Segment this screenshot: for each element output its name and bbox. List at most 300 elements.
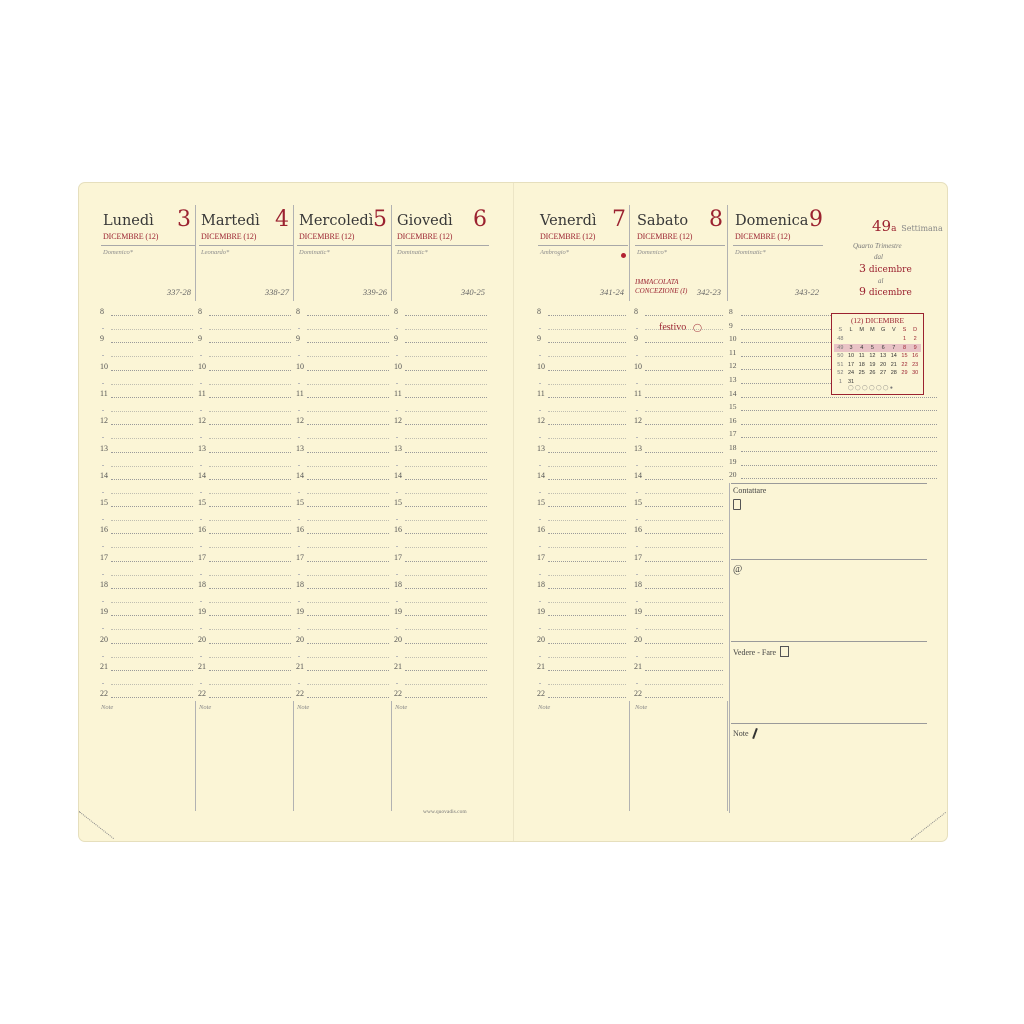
hour-line[interactable] [209, 506, 291, 507]
half-hour-line[interactable] [645, 520, 723, 521]
hour-label: 12 [537, 416, 545, 426]
half-hour-tick [396, 683, 398, 684]
hour-line[interactable] [405, 615, 487, 616]
hour-line[interactable] [111, 615, 193, 616]
hour-line[interactable] [111, 452, 193, 453]
half-hour-line[interactable] [405, 575, 487, 576]
hour-label: 16 [634, 525, 642, 535]
mini-calendar-cell: 4 [860, 344, 864, 351]
half-hour-line[interactable] [209, 575, 291, 576]
hour-line[interactable] [111, 479, 193, 480]
hour-line[interactable] [209, 397, 291, 398]
hour-label: 12 [100, 416, 108, 426]
hour-label: 20 [634, 634, 642, 644]
half-hour-line[interactable] [209, 684, 291, 685]
day-saint: Dominatic* [735, 249, 766, 256]
half-hour-line[interactable] [307, 547, 389, 548]
hour-label: 21 [100, 661, 108, 671]
mini-calendar-row [835, 344, 921, 352]
week-label: Settimana [901, 224, 943, 233]
hour-label: 9 [729, 320, 733, 330]
half-hour-line[interactable] [209, 547, 291, 548]
hour-line[interactable] [741, 383, 833, 384]
day-month: DICEMBRE (12) [637, 232, 693, 241]
half-hour-line[interactable] [111, 629, 193, 630]
half-hour-tick [396, 519, 398, 520]
half-hour-tick [298, 355, 300, 356]
hour-line[interactable] [209, 370, 291, 371]
hour-line[interactable] [741, 315, 833, 316]
hour-line[interactable] [209, 452, 291, 453]
half-hour-tick [396, 437, 398, 438]
hour-line[interactable] [741, 356, 833, 357]
half-hour-line[interactable] [645, 493, 723, 494]
mini-calendar-cell: 24 [847, 370, 855, 377]
half-hour-line[interactable] [111, 575, 193, 576]
hour-line[interactable] [405, 697, 487, 698]
hour-line[interactable] [645, 670, 723, 671]
hour-label: 15 [198, 498, 206, 508]
mini-calendar-cell [888, 335, 899, 343]
half-hour-line[interactable] [548, 466, 626, 467]
half-hour-line[interactable] [548, 547, 626, 548]
half-hour-tick [636, 492, 638, 493]
half-hour-line[interactable] [645, 602, 723, 603]
hour-line[interactable] [405, 643, 487, 644]
hour-line[interactable] [645, 315, 723, 316]
hour-line[interactable] [111, 424, 193, 425]
hour-line[interactable] [307, 479, 389, 480]
hour-line[interactable] [645, 561, 723, 562]
hour-line[interactable] [111, 533, 193, 534]
half-hour-tick [636, 628, 638, 629]
hour-label: 20 [537, 634, 545, 644]
hour-line[interactable] [405, 588, 487, 589]
half-hour-line[interactable] [548, 329, 626, 330]
day-column-separator [293, 205, 294, 301]
mini-calendar-cell: 2 [913, 336, 917, 342]
half-hour-line[interactable] [405, 356, 487, 357]
moon-phases-label: ◯ ◯ ◯ ◯ ◯ ◯ ● [848, 385, 893, 391]
hour-line[interactable] [548, 424, 626, 425]
hour-label: 13 [394, 443, 402, 453]
hour-line[interactable] [307, 697, 389, 698]
hour-line[interactable] [307, 643, 389, 644]
week-to-month: dicembre [868, 288, 912, 298]
half-hour-line[interactable] [307, 602, 389, 603]
half-hour-line[interactable] [645, 329, 723, 330]
day-name: Domenica [735, 213, 809, 229]
half-hour-line[interactable] [645, 684, 723, 685]
half-hour-line[interactable] [111, 684, 193, 685]
half-hour-line[interactable] [307, 466, 389, 467]
day-month: DICEMBRE (12) [103, 232, 159, 241]
half-hour-line[interactable] [307, 629, 389, 630]
mini-calendar-cell: 25 [858, 370, 865, 377]
hour-label: 22 [296, 689, 304, 699]
hour-label: 12 [296, 416, 304, 426]
half-hour-line[interactable] [548, 438, 626, 439]
half-hour-line[interactable] [645, 629, 723, 630]
day-of-year: 343-22 [794, 287, 819, 297]
hour-line[interactable] [209, 643, 291, 644]
half-hour-line[interactable] [548, 602, 626, 603]
half-hour-tick [200, 328, 202, 329]
hour-label: 15 [729, 402, 737, 412]
hour-line[interactable] [548, 342, 626, 343]
day-of-year: 337-28 [166, 287, 191, 297]
half-hour-line[interactable] [405, 547, 487, 548]
half-hour-tick [102, 628, 104, 629]
mini-calendar-cell: V [891, 327, 896, 333]
hour-label: 8 [100, 307, 104, 316]
half-hour-tick [200, 437, 202, 438]
hour-line[interactable] [209, 424, 291, 425]
hour-line[interactable] [307, 315, 389, 316]
hour-line[interactable] [645, 697, 723, 698]
mini-calendar-cell: 10 [847, 353, 855, 360]
hour-label: 11 [198, 388, 206, 398]
hour-label: 15 [634, 498, 642, 508]
hour-line[interactable] [741, 437, 937, 438]
half-hour-line[interactable] [405, 657, 487, 658]
mini-calendar-title: (12) DICEMBRE [850, 316, 905, 325]
hour-label: 13 [198, 443, 206, 453]
half-hour-line[interactable] [405, 684, 487, 685]
half-hour-line[interactable] [405, 466, 487, 467]
section-rule [731, 559, 927, 560]
half-hour-line[interactable] [111, 493, 193, 494]
mini-calendar-cell: L [849, 327, 853, 333]
hour-line[interactable] [645, 424, 723, 425]
half-hour-tick [200, 410, 202, 411]
hour-label: 14 [100, 470, 108, 480]
hour-line[interactable] [741, 342, 833, 343]
half-hour-line[interactable] [209, 629, 291, 630]
hour-line[interactable] [548, 370, 626, 371]
hour-line[interactable] [405, 370, 487, 371]
hour-line[interactable] [741, 451, 937, 452]
half-hour-line[interactable] [209, 384, 291, 385]
hour-label: 18 [394, 580, 402, 589]
mini-calendar-row [835, 369, 921, 377]
hour-label: 16 [729, 415, 737, 425]
corner-right [911, 812, 946, 840]
half-hour-line[interactable] [111, 438, 193, 439]
section-rule [731, 483, 927, 484]
hour-line[interactable] [548, 452, 626, 453]
hour-line[interactable] [548, 615, 626, 616]
hour-line[interactable] [209, 561, 291, 562]
half-hour-line[interactable] [209, 520, 291, 521]
day-number: 3 [177, 207, 191, 232]
hour-line[interactable] [405, 424, 487, 425]
notes-separator [195, 701, 196, 811]
hour-label: 11 [729, 347, 737, 357]
half-hour-line[interactable] [548, 493, 626, 494]
hour-line[interactable] [741, 410, 937, 411]
hour-line[interactable] [209, 315, 291, 316]
hour-line[interactable] [209, 670, 291, 671]
hour-line[interactable] [111, 588, 193, 589]
day-column-separator [727, 205, 728, 301]
hour-line[interactable] [307, 506, 389, 507]
hour-line[interactable] [209, 588, 291, 589]
mini-calendar-cell: 51 [837, 361, 844, 368]
hour-label: 20 [198, 634, 206, 644]
half-hour-tick [396, 492, 398, 493]
hour-line[interactable] [307, 670, 389, 671]
page-gutter [513, 183, 514, 841]
half-hour-line[interactable] [645, 438, 723, 439]
day-number: 8 [709, 207, 723, 232]
notes-separator [629, 701, 630, 811]
mini-calendar-cell: 9 [913, 344, 917, 351]
half-hour-line[interactable] [645, 547, 723, 548]
mini-calendar-cell: 1 [838, 379, 842, 385]
mini-calendar-cell: 48 [837, 336, 844, 342]
hour-line[interactable] [645, 452, 723, 453]
half-hour-line[interactable] [548, 684, 626, 685]
half-hour-line[interactable] [548, 520, 626, 521]
half-hour-line[interactable] [111, 356, 193, 357]
half-hour-line[interactable] [548, 356, 626, 357]
half-hour-line[interactable] [111, 329, 193, 330]
week-to-label: al [878, 277, 884, 285]
hour-line[interactable] [111, 506, 193, 507]
hour-line[interactable] [645, 533, 723, 534]
hour-line[interactable] [307, 452, 389, 453]
hour-label: 17 [537, 552, 545, 562]
hour-label: 22 [198, 689, 206, 699]
hour-line[interactable] [111, 561, 193, 562]
hour-line[interactable] [209, 697, 291, 698]
half-hour-line[interactable] [405, 384, 487, 385]
hour-line[interactable] [741, 369, 833, 370]
hour-line[interactable] [307, 533, 389, 534]
half-hour-line[interactable] [307, 684, 389, 685]
hour-line[interactable] [645, 506, 723, 507]
hour-label: 19 [537, 607, 545, 617]
hour-line[interactable] [548, 697, 626, 698]
hour-line[interactable] [307, 397, 389, 398]
hour-line[interactable] [741, 329, 833, 330]
half-hour-line[interactable] [548, 657, 626, 658]
day-header-rule [297, 245, 391, 246]
hour-label: 16 [296, 525, 304, 535]
half-hour-line[interactable] [548, 575, 626, 576]
hour-line[interactable] [548, 670, 626, 671]
half-hour-line[interactable] [111, 384, 193, 385]
hour-line[interactable] [209, 615, 291, 616]
hour-label: 16 [100, 525, 108, 535]
half-hour-line[interactable] [405, 493, 487, 494]
hour-line[interactable] [307, 615, 389, 616]
hour-line[interactable] [741, 424, 937, 425]
hour-line[interactable] [111, 670, 193, 671]
hour-label: 9 [394, 334, 398, 344]
hour-line[interactable] [645, 615, 723, 616]
hour-line[interactable] [405, 452, 487, 453]
hour-line[interactable] [548, 315, 626, 316]
hour-label: 14 [296, 470, 304, 480]
hour-line[interactable] [645, 342, 723, 343]
hour-line[interactable] [645, 643, 723, 644]
hour-line[interactable] [741, 397, 937, 398]
half-hour-line[interactable] [307, 384, 389, 385]
half-hour-line[interactable] [209, 602, 291, 603]
hour-line[interactable] [405, 315, 487, 316]
half-hour-tick [539, 492, 541, 493]
half-hour-line[interactable] [405, 329, 487, 330]
half-hour-line[interactable] [209, 356, 291, 357]
half-hour-line[interactable] [209, 466, 291, 467]
hour-line[interactable] [307, 370, 389, 371]
half-hour-tick [636, 546, 638, 547]
half-hour-line[interactable] [209, 411, 291, 412]
half-hour-line[interactable] [405, 438, 487, 439]
half-hour-line[interactable] [645, 466, 723, 467]
hour-label: 13 [296, 443, 304, 453]
mini-calendar-cell [846, 335, 857, 343]
half-hour-line[interactable] [645, 384, 723, 385]
hour-line[interactable] [307, 424, 389, 425]
hour-line[interactable] [405, 342, 487, 343]
hour-line[interactable] [548, 397, 626, 398]
half-hour-line[interactable] [405, 602, 487, 603]
half-hour-tick [539, 656, 541, 657]
half-hour-line[interactable] [111, 466, 193, 467]
half-hour-line[interactable] [645, 356, 723, 357]
notes-label: Note [733, 729, 749, 738]
half-hour-line[interactable] [307, 438, 389, 439]
half-hour-tick [539, 383, 541, 384]
half-hour-tick [539, 410, 541, 411]
half-hour-line[interactable] [111, 411, 193, 412]
half-hour-tick [102, 465, 104, 466]
hour-line[interactable] [405, 506, 487, 507]
mini-calendar-cell: 8 [902, 344, 906, 351]
hour-line[interactable] [405, 670, 487, 671]
day-number: 5 [373, 207, 387, 232]
half-hour-line[interactable] [645, 575, 723, 576]
hour-label: 18 [100, 580, 108, 589]
half-hour-tick [200, 492, 202, 493]
hour-line[interactable] [548, 506, 626, 507]
hour-line[interactable] [405, 533, 487, 534]
half-hour-line[interactable] [209, 493, 291, 494]
hour-line[interactable] [111, 643, 193, 644]
hour-line[interactable] [111, 397, 193, 398]
hour-line[interactable] [307, 561, 389, 562]
hour-line[interactable] [548, 643, 626, 644]
hour-label: 22 [100, 689, 108, 699]
hour-line[interactable] [645, 479, 723, 480]
hour-line[interactable] [741, 478, 937, 479]
half-hour-line[interactable] [111, 657, 193, 658]
hour-line[interactable] [111, 342, 193, 343]
half-hour-line[interactable] [307, 411, 389, 412]
mini-calendar-cell: 30 [912, 370, 919, 377]
notes-section [733, 728, 756, 739]
half-hour-line[interactable] [307, 657, 389, 658]
hour-line[interactable] [741, 465, 937, 466]
hour-line[interactable] [548, 561, 626, 562]
half-hour-line[interactable] [307, 575, 389, 576]
hour-line[interactable] [548, 533, 626, 534]
half-hour-line[interactable] [405, 520, 487, 521]
hour-label: 10 [729, 334, 737, 344]
hour-line[interactable] [307, 588, 389, 589]
half-hour-tick [102, 410, 104, 411]
half-hour-line[interactable] [307, 329, 389, 330]
hour-line[interactable] [209, 342, 291, 343]
half-hour-tick [396, 656, 398, 657]
half-hour-line[interactable] [111, 602, 193, 603]
day-name: Lunedì [103, 213, 154, 229]
mini-calendar-cell [878, 335, 889, 343]
hour-label: 19 [198, 607, 206, 617]
hour-line[interactable] [548, 479, 626, 480]
half-hour-line[interactable] [307, 493, 389, 494]
hour-line[interactable] [111, 697, 193, 698]
hour-label: 17 [100, 552, 108, 562]
half-hour-line[interactable] [548, 629, 626, 630]
hour-line[interactable] [405, 397, 487, 398]
half-hour-line[interactable] [548, 384, 626, 385]
mini-calendar-cell [856, 335, 867, 343]
day-saint: Dominatic* [299, 249, 330, 256]
half-hour-line[interactable] [111, 520, 193, 521]
hour-label: 15 [394, 498, 402, 508]
day-of-year: 342-23 [696, 287, 721, 297]
hour-line[interactable] [645, 397, 723, 398]
half-hour-line[interactable] [645, 411, 723, 412]
hour-line[interactable] [209, 533, 291, 534]
hour-line[interactable] [209, 479, 291, 480]
hour-label: 11 [296, 388, 304, 398]
hour-label: 12 [729, 361, 737, 371]
mini-calendar [831, 313, 924, 395]
half-hour-line[interactable] [548, 411, 626, 412]
half-hour-line[interactable] [111, 547, 193, 548]
half-hour-tick [539, 628, 541, 629]
half-hour-line[interactable] [405, 411, 487, 412]
half-hour-line[interactable] [209, 438, 291, 439]
hour-line[interactable] [405, 479, 487, 480]
mini-calendar-cell: 14 [890, 353, 897, 360]
hour-label: 14 [729, 388, 737, 398]
half-hour-line[interactable] [307, 356, 389, 357]
mini-calendar-cell: 5 [870, 344, 874, 351]
hour-line[interactable] [405, 561, 487, 562]
half-hour-line[interactable] [307, 520, 389, 521]
hour-line[interactable] [645, 588, 723, 589]
hour-label: 10 [537, 361, 545, 371]
half-hour-line[interactable] [209, 329, 291, 330]
hour-label: 18 [729, 443, 737, 452]
hour-line[interactable] [111, 370, 193, 371]
half-hour-line[interactable] [645, 657, 723, 658]
hour-line[interactable] [548, 588, 626, 589]
hour-line[interactable] [111, 315, 193, 316]
half-hour-line[interactable] [405, 629, 487, 630]
hour-label: 18 [198, 580, 206, 589]
hour-line[interactable] [645, 370, 723, 371]
half-hour-line[interactable] [209, 657, 291, 658]
mini-calendar-cell [867, 335, 878, 343]
hour-line[interactable] [307, 342, 389, 343]
